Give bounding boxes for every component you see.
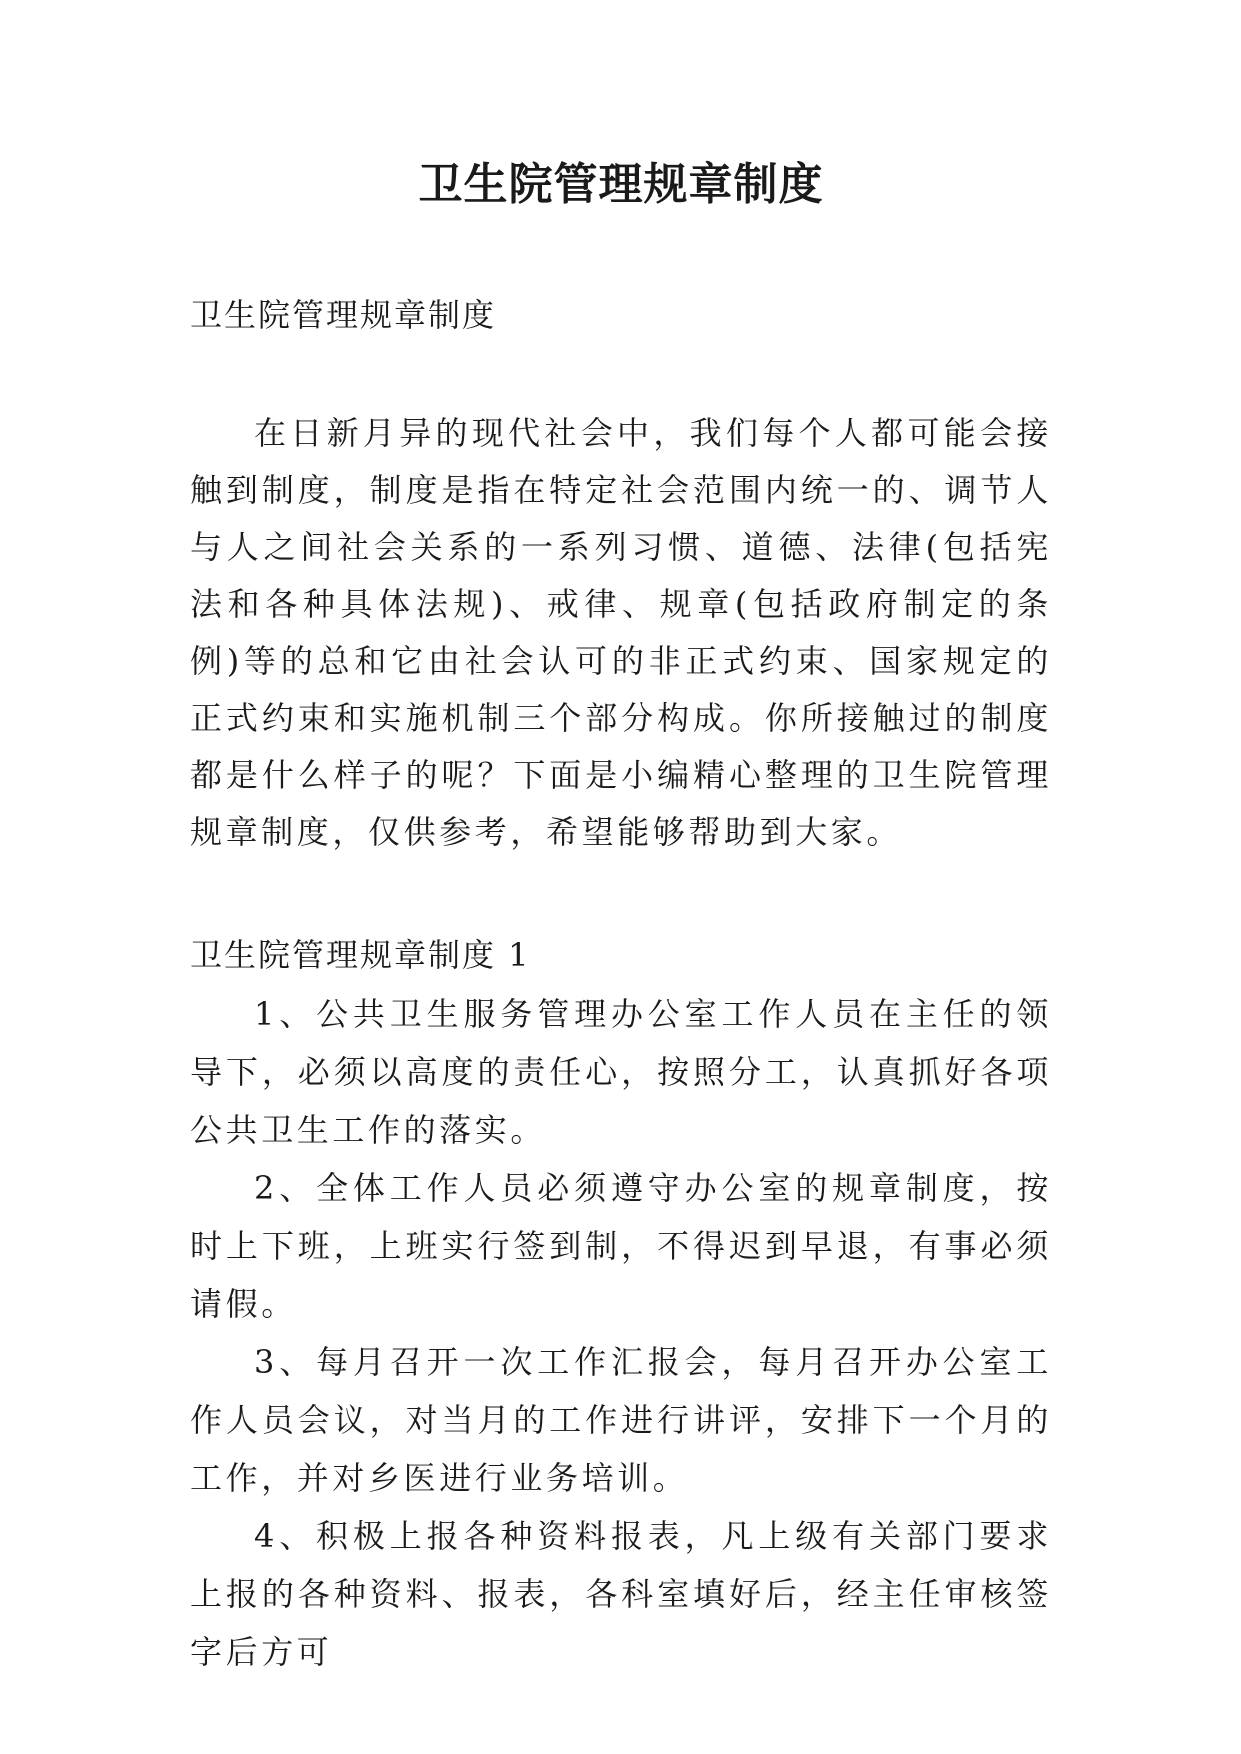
rule-item-1: 1、公共卫生服务管理办公室工作人员在主任的领导下，必须以高度的责任心，按照分工，认真抓好各项公共卫生工作的落实。 bbox=[190, 995, 1052, 1149]
rule-list bbox=[190, 985, 1052, 1681]
rule-item-3: 3、每月召开一次工作汇报会，每月召开办公室工作人员会议，对当月的工作进行讲评，安排下一个月的工作，并对乡医进行业务培训。 bbox=[190, 1343, 1052, 1497]
page-title: 卫生院管理规章制度 bbox=[418, 159, 824, 210]
document-subtitle: 卫生院管理规章制度 bbox=[190, 296, 497, 334]
rule-item-2: 2、全体工作人员必须遵守办公室的规章制度，按时上下班，上班实行签到制，不得迟到早退，有事必须请假。 bbox=[190, 1169, 1052, 1323]
section-heading: 卫生院管理规章制度 1 bbox=[190, 936, 531, 974]
rule-item-4: 4、积极上报各种资料报表，凡上级有关部门要求上报的各种资料、报表，各科室填好后，经主任审核签字后方可 bbox=[190, 1517, 1052, 1671]
intro-paragraph: 在日新月异的现代社会中，我们每个人都可能会接触到制度，制度是指在特定社会范围内统一的、调节人与人之间社会关系的一系列习惯、道德、法律(包括宪法和各种具体法规)、戒律、规章(包括政府制定的条例)等的总和它由社会认可的非正式约束、国家规定的正式约束和实施机制三个部分构成。你所接触过的制度都是什么样子的呢？下面是小编精心整理的卫生院管理规章制度，仅供参考，希望能够帮助到大家。 bbox=[190, 414, 1052, 851]
